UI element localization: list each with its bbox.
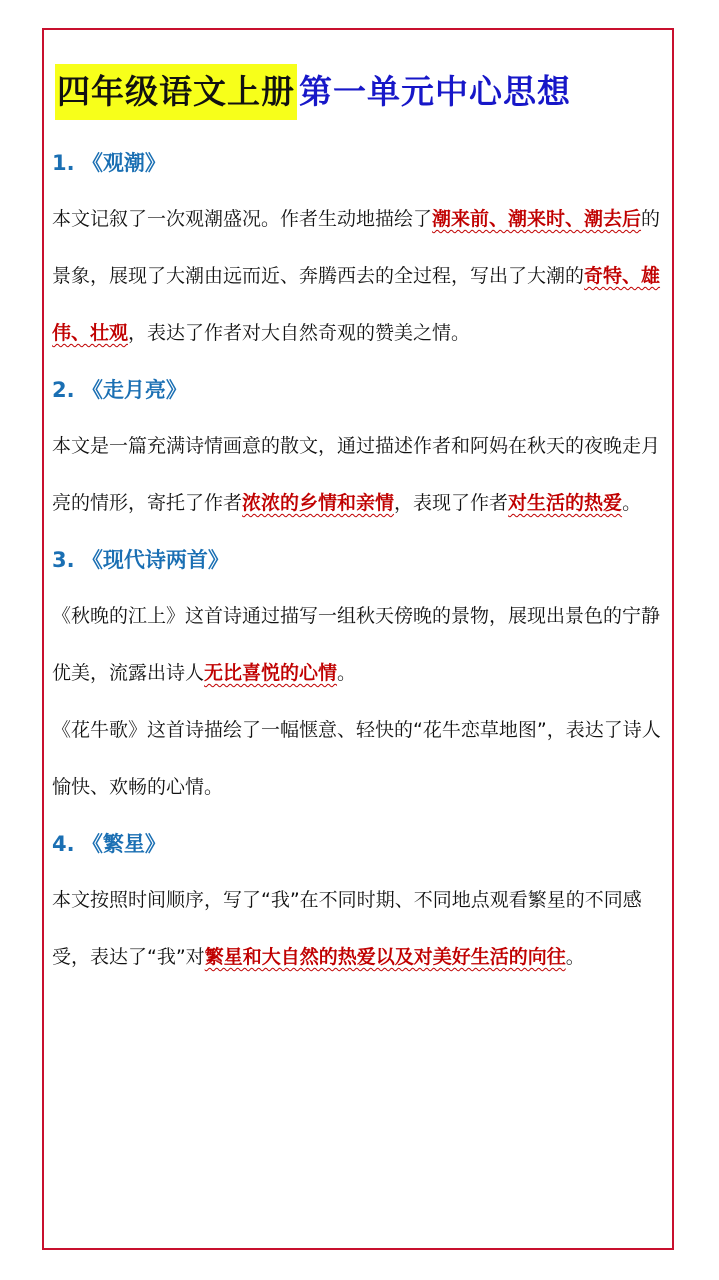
text-segment: 本文按照时间顺序，写了“我”在不同时期、不同地点观看繁星的不同感受，表达了“我”对 bbox=[52, 889, 642, 968]
text-segment: 《花牛歌》这首诗描绘了一幅惬意、轻快的“花牛恋草地图”，表达了诗人愉快、欢畅的心情。 bbox=[52, 719, 661, 798]
section-paragraph bbox=[52, 418, 668, 532]
key-phrase: 无比喜悦的心情 bbox=[204, 662, 338, 684]
key-phrase: 潮来前、潮来时、潮去后 bbox=[432, 208, 642, 230]
text-segment: 。 bbox=[337, 662, 357, 684]
title-highlight: 四年级语文上册 bbox=[55, 64, 297, 120]
section-title: 2. 《走月亮》 bbox=[52, 378, 187, 402]
text-segment: 。 bbox=[565, 946, 585, 968]
text-segment: 本文是一篇充满诗情画意的散文，通过描述作者和阿妈在秋天的夜晚走月亮的情形，寄托了作者 bbox=[52, 435, 661, 514]
page-title bbox=[55, 64, 571, 120]
section-paragraph bbox=[52, 872, 668, 986]
section-paragraph bbox=[52, 191, 668, 362]
text-segment: 。 bbox=[622, 492, 642, 514]
key-phrase: 对生活的热爱 bbox=[508, 492, 623, 514]
section-paragraph bbox=[52, 702, 668, 816]
key-phrase: 繁星和大自然的热爱以及对美好生活的向往 bbox=[204, 946, 566, 968]
text-segment: 本文记叙了一次观潮盛况。作者生动地描绘了 bbox=[52, 208, 433, 230]
section-title: 4. 《繁星》 bbox=[52, 832, 166, 856]
title-rest: 第一单元中心思想 bbox=[299, 72, 571, 111]
section-paragraph bbox=[52, 588, 668, 702]
text-segment: ，表现了作者 bbox=[394, 492, 509, 514]
key-phrase: 浓浓的乡情和亲情 bbox=[242, 492, 395, 514]
content-area bbox=[52, 135, 668, 986]
text-segment: 的景象，展现了大潮由远而近、奔腾西去的全过程，写出了大潮的 bbox=[52, 208, 661, 287]
section-title: 1. 《观潮》 bbox=[52, 151, 166, 175]
text-segment: ，表达了作者对大自然奇观的赞美之情。 bbox=[128, 322, 471, 344]
key-phrase: 奇特、雄伟、壮观 bbox=[52, 265, 661, 344]
text-segment: 《秋晚的江上》这首诗通过描写一组秋天傍晚的景物，展现出景色的宁静优美，流露出诗人 bbox=[52, 605, 661, 684]
section-title: 3. 《现代诗两首》 bbox=[52, 548, 229, 572]
